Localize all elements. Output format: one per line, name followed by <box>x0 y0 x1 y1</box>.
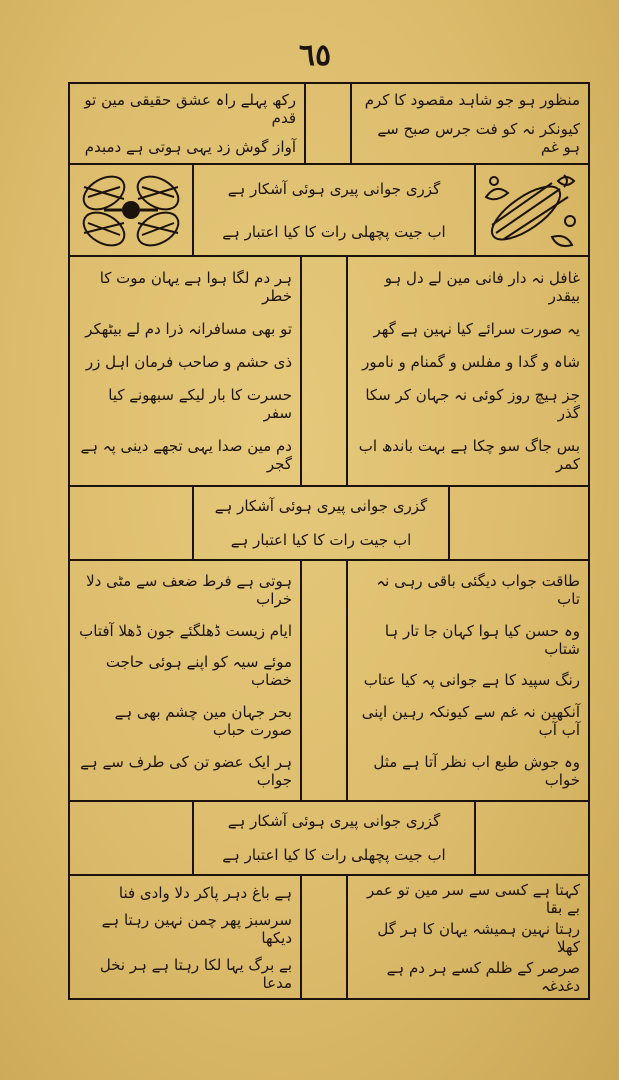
stanza-1-right <box>350 259 586 483</box>
refrain-line: گزری جوانی پیری ہوئی آشکار ہے <box>214 497 428 515</box>
page-number: ٦٥ <box>298 38 332 73</box>
refrain-3 <box>196 804 472 872</box>
verse-line: تو بھی مسافرانہ ذرا دم لے بیٹھکر <box>85 319 292 338</box>
top-verse-right <box>354 86 586 161</box>
stanza-1-left <box>72 259 298 483</box>
floral-ornament-icon <box>74 167 188 253</box>
column-divider <box>346 255 348 486</box>
row-divider <box>68 485 590 487</box>
refrain-line: گزری جوانی پیری ہوئی آشکار ہے <box>227 812 441 830</box>
verse-line: غافل نہ دار فانی مین لے دل ہو بیقدر <box>384 268 580 305</box>
column-divider <box>474 163 476 256</box>
verse-line: کہتا ہے کسی سے سر مین تو عمر بے بقا <box>366 881 580 918</box>
verse-line: ہر ایک عضو تن کی طرف سے ہے جواب <box>80 753 292 790</box>
verse-line: منظور ہو جو شاہد مقصود کا کرم <box>364 91 580 110</box>
verse-line: آواز گوش زد یہی ہوتی ہے دمبدم <box>84 137 296 156</box>
verse-line: وہ حسن کیا ہوا کہان جا تار ہا شتاب <box>384 621 580 658</box>
verse-line: صرصر کے ظلم کسے ہر دم ہے دغدغہ <box>386 958 580 995</box>
column-divider <box>304 82 306 164</box>
verse-line: طاقت جواب دیگئی باقی رہی نہ تاب <box>376 571 580 608</box>
stanza-2-left <box>72 563 298 798</box>
verse-line: ہوتی ہے فرط ضعف سے مٹی دلا خراب <box>86 571 292 608</box>
verse-line: بحر جہان مین چشم بھی ہے صورت حباب <box>114 703 292 740</box>
column-divider <box>448 485 450 560</box>
row-divider <box>68 559 590 561</box>
verse-line: ہر دم لگا ہوا ہے یہان موت کا خطر <box>99 268 292 305</box>
verse-line: ہے باغ دہر پاکر دلا وادی فنا <box>118 884 292 903</box>
row-divider <box>68 800 590 802</box>
verse-line: سرسبز پھر چمن نہین رہتا ہے دیکھا <box>101 910 292 947</box>
stanza-2-right <box>350 563 586 798</box>
stanza-3-right <box>350 878 586 998</box>
refrain-line: گزری جوانی پیری ہوئی آشکار ہے <box>227 179 441 198</box>
verse-line: آنکھین نہ غم سے کیونکہ رہین اپنی آب آب <box>361 703 580 740</box>
verse-line: رنگ سپید کا ہے جوانی پہ کیا عتاب <box>363 671 580 690</box>
column-divider <box>192 485 194 560</box>
column-divider <box>346 559 348 801</box>
floral-ornament-icon <box>478 167 586 253</box>
verse-line: دم مین صدا یہی تجھے دینی پہ ہے گجر <box>80 437 292 474</box>
column-divider <box>474 800 476 875</box>
column-divider <box>192 163 194 256</box>
verse-line: بے برگ یہا لکا رہتا ہے ہر نخل مدعا <box>99 955 292 992</box>
column-divider <box>300 559 302 801</box>
verse-line: ذی حشم و صاحب فرمان اہل زر <box>85 352 292 371</box>
column-divider <box>300 874 302 1000</box>
verse-line: کیونکر نہ کو فت جرس صبح سے ہو غم <box>377 119 580 156</box>
column-divider <box>346 874 348 1000</box>
column-divider <box>300 255 302 486</box>
column-divider <box>192 800 194 875</box>
verse-line: رہتا نہین ہمیشہ یہان کا ہر گل کھلا <box>377 919 580 956</box>
verse-line: بس جاگ سو چکا ہے بہت باندھ اب کمر <box>358 437 580 474</box>
verse-line: شاہ و گدا و مفلس و گمنام و نامور <box>362 352 580 371</box>
stanza-3-left <box>72 878 298 998</box>
top-verse-left <box>72 86 302 161</box>
row-divider <box>68 874 590 876</box>
refrain-1 <box>196 167 472 253</box>
refrain-2 <box>196 489 446 557</box>
refrain-line: اب جیت پچھلی رات کا کیا اعتبار ہے <box>222 846 446 864</box>
verse-line: موئے سیہ کو اپنے ہوئی حاجت خضاب <box>105 653 292 690</box>
verse-line: رکھ پہلے راہ عشق حقیقی مین تو قدم <box>84 91 296 128</box>
verse-line: حسرت کا بار لیکے سبھونے کیا سفر <box>108 386 292 423</box>
row-divider <box>68 163 590 165</box>
refrain-line: اب جیت پچھلی رات کا کیا اعتبار ہے <box>222 222 446 241</box>
verse-line: جز ہیچ روز کوئی نہ جہان کر سکا گذر <box>365 386 580 423</box>
verse-line: وہ جوش طبع اب نظر آتا ہے مثل خواب <box>373 753 580 790</box>
row-divider <box>68 255 590 257</box>
verse-line: یہ صورت سرائے کیا نہین ہے گھر <box>373 319 580 338</box>
refrain-line: اب جیت رات کا کیا اعتبار ہے <box>230 531 412 549</box>
verse-line: ایام زیست ڈھلگئے جون ڈھلا آفتاب <box>79 621 292 640</box>
column-divider <box>350 82 352 164</box>
